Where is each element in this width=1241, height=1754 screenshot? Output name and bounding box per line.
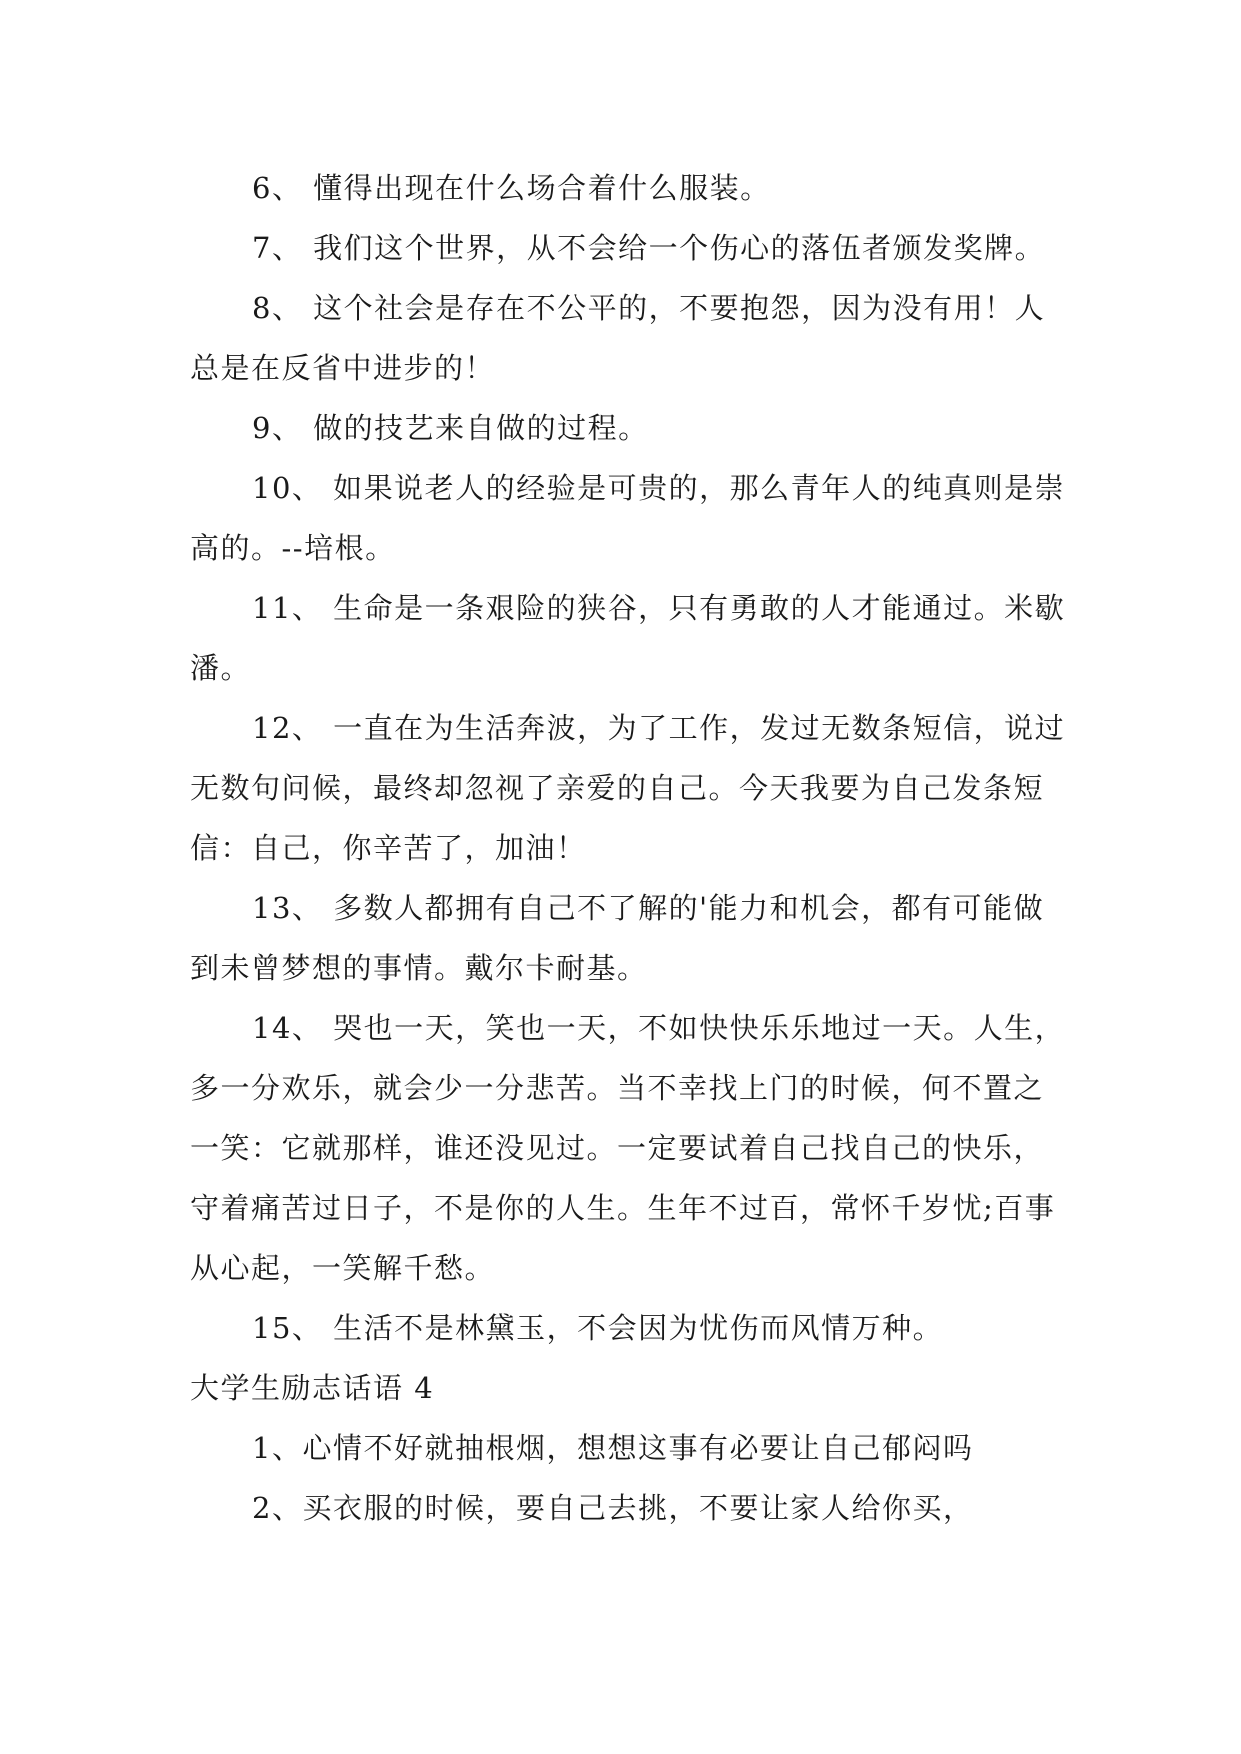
paragraph-item-12: 12、 一直在为生活奔波，为了工作，发过无数条短信，说过无数句问候，最终却忽视了亲爱的自己。今天我要为自己发条短信：自己，你辛苦了，加油！ xyxy=(190,711,1066,865)
paragraph-item-9: 9、 做的技艺来自做的过程。 xyxy=(252,411,649,445)
section-paragraph-2: 2、买衣服的时候，要自己去挑，不要让家人给你买， xyxy=(252,1491,974,1525)
paragraph-item-7: 7、 我们这个世界，从不会给一个伤心的落伍者颁发奖牌。 xyxy=(252,231,1046,265)
paragraph-item-8: 8、 这个社会是存在不公平的，不要抱怨，因为没有用！人总是在反省中进步的！ xyxy=(190,291,1046,385)
paragraph-item-11: 11、 生命是一条艰险的狭谷，只有勇敢的人才能通过。米歇潘。 xyxy=(190,591,1066,685)
section-paragraph-1: 1、心情不好就抽根烟，想想这事有必要让自己郁闷吗 xyxy=(252,1431,974,1465)
paragraph-item-10: 10、 如果说老人的经验是可贵的，那么青年人的纯真则是崇高的。--培根。 xyxy=(190,471,1066,565)
document-page xyxy=(190,158,1070,1538)
paragraph-item-6: 6、 懂得出现在什么场合着什么服装。 xyxy=(252,171,771,205)
paragraph-item-14: 14、 哭也一天，笑也一天，不如快快乐乐地过一天。人生，多一分欢乐，就会少一分悲苦。当不幸找上门的时候，何不置之一笑：它就那样，谁还没见过。一定要试着自己找自己的快乐，守着痛苦过日子，不是你的人生。生年不过百，常怀千岁忧;百事从心起，一笑解千愁。 xyxy=(190,1011,1066,1285)
paragraph-item-15: 15、 生活不是林黛玉，不会因为忧伤而风情万种。 xyxy=(252,1311,944,1345)
paragraph-item-13: 13、 多数人都拥有自己不了解的'能力和机会，都有可能做到未曾梦想的事情。戴尔卡耐基。 xyxy=(190,891,1045,985)
section-heading: 大学生励志话语 4 xyxy=(190,1371,435,1405)
